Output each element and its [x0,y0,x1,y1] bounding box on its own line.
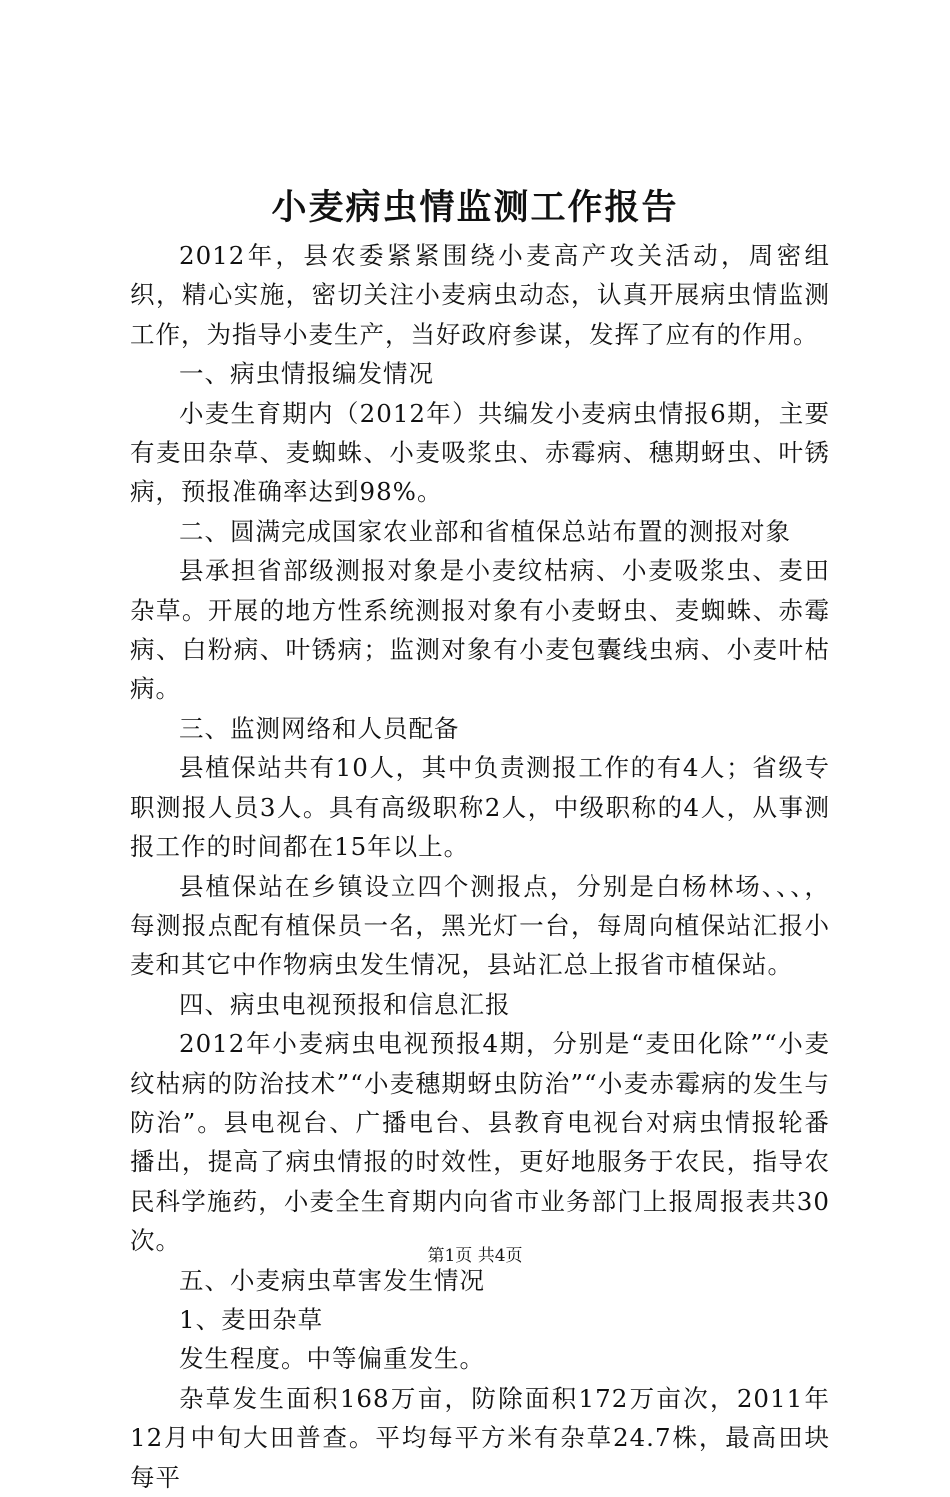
heading-section-5: 五、小麦病虫草害发生情况 [179,1265,485,1295]
paragraph: 2012年小麦病虫电视预报4期，分别是“麦田化除”“小麦纹枯病的防治技术”“小麦穗期蚜虫防治”“小麦赤霉病的发生与防治”。县电视台、广播电台、县教育电视台对病虫情报轮番播出，提高了病虫情报的时效性，更好地服务于农民，指导农民科学施药，小麦全生育期内向省市业务部门上报周报表共30次。 [130,1029,830,1256]
heading-section-1: 一、病虫情报编发情况 [179,359,434,389]
paragraph: 县植保站在乡镇设立四个测报点，分别是白杨林场、、、，每测报点配有植保员一名，黑光灯一台，每周向植保站汇报小麦和其它中作物病虫发生情况，县站汇总上报省市植保站。 [130,871,830,980]
paragraph: 县承担省部级测报对象是小麦纹枯病、小麦吸浆虫、麦田杂草。开展的地方性系统测报对象有小麦蚜虫、麦蜘蛛、赤霉病、白粉病、叶锈病；监测对象有小麦包囊线虫病、小麦叶枯病。 [130,556,830,704]
heading-section-2: 二、圆满完成国家农业部和省植保总站布置的测报对象 [179,516,791,546]
heading-section-3: 三、监测网络和人员配备 [179,713,460,743]
heading-section-4: 四、病虫电视预报和信息汇报 [179,989,511,1019]
paragraph: 县植保站共有10人，其中负责测报工作的有4人；省级专职测报人员3人。具有高级职称2人，中级职称的4人，从事测报工作的时间都在15年以上。 [130,753,830,862]
paragraph: 杂草发生面积168万亩，防除面积172万亩次，2011年12月中旬大田普查。平均每平方米有杂草24.7株，最高田块每平 [130,1383,830,1492]
paragraph-intro: 2012年，县农委紧紧围绕小麦高产攻关活动，周密组织，精心实施，密切关注小麦病虫动态，认真开展病虫情监测工作，为指导小麦生产，当好政府参谋，发挥了应有的作用。 [130,241,830,349]
subheading: 1、麦田杂草 [179,1304,324,1334]
page-footer: 第1页 共4页 [427,1246,523,1266]
document-body [130,236,830,1497]
paragraph: 发生程度。中等偏重发生。 [179,1344,485,1374]
document-title: 小麦病虫情监测工作报告 [271,187,679,228]
paragraph: 小麦生育期内（2012年）共编发小麦病虫情报6期，主要有麦田杂草、麦蜘蛛、小麦吸浆虫、赤霉病、穗期蚜虫、叶锈病，预报准确率达到98%。 [130,398,830,507]
